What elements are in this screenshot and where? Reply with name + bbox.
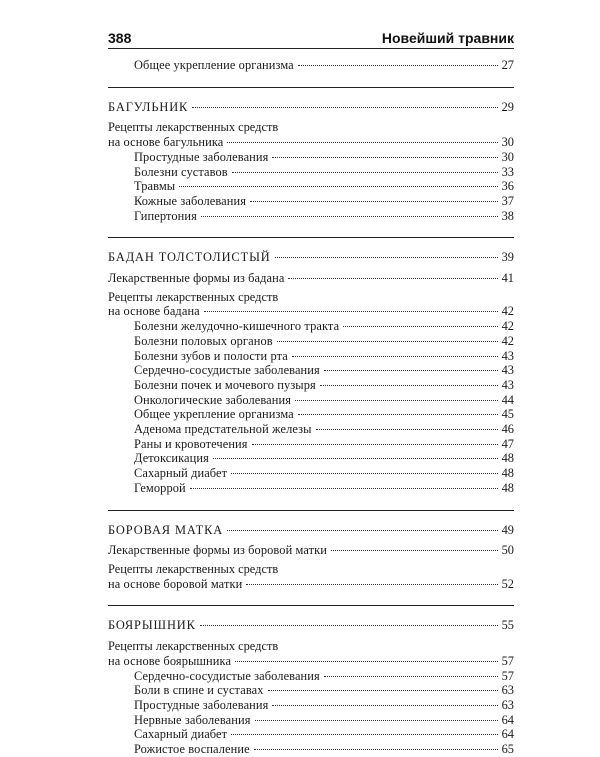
toc-entry-page: 27 bbox=[501, 58, 514, 72]
dot-leader bbox=[204, 311, 498, 312]
toc-section-heading[interactable] bbox=[108, 100, 514, 115]
toc-entry[interactable] bbox=[108, 165, 514, 180]
toc-section-page: 55 bbox=[501, 618, 514, 633]
toc-entry[interactable] bbox=[108, 451, 514, 466]
toc-entry[interactable] bbox=[108, 669, 514, 684]
toc-forms-entry[interactable] bbox=[108, 271, 514, 286]
dot-leader bbox=[231, 734, 497, 735]
toc-entry-title: Простудные заболевания bbox=[134, 697, 269, 712]
toc-entry-page: 37 bbox=[501, 193, 514, 208]
toc-entry-title: Болезни желудочно-кишечного тракта bbox=[134, 319, 340, 334]
toc-group[interactable] bbox=[108, 290, 514, 319]
dot-leader bbox=[288, 278, 497, 279]
toc-group-title-line2: на основе боярышника bbox=[108, 653, 232, 668]
toc-entry-title: Кожные заболевания bbox=[134, 193, 247, 208]
toc-entry[interactable] bbox=[108, 58, 514, 73]
toc-entry-title: Боли в спине и суставах bbox=[134, 683, 264, 698]
toc-entry-page: 43 bbox=[501, 377, 514, 392]
toc-entry[interactable] bbox=[108, 194, 514, 209]
toc-entry[interactable] bbox=[108, 481, 514, 496]
toc-entry[interactable] bbox=[108, 437, 514, 452]
dot-leader bbox=[213, 458, 498, 459]
toc-entry-title: Травмы bbox=[134, 179, 176, 194]
toc-entry-title: Простудные заболевания bbox=[134, 149, 269, 164]
toc-forms-entry[interactable] bbox=[108, 543, 514, 558]
toc-group-title-row bbox=[108, 135, 514, 150]
toc-entry[interactable] bbox=[108, 349, 514, 364]
toc-entry-title: Рожистое воспаление bbox=[134, 742, 250, 757]
toc-section-title: БАГУЛЬНИК bbox=[108, 99, 189, 114]
dot-leader bbox=[324, 676, 498, 677]
dot-leader bbox=[292, 356, 498, 357]
toc-group-title-line1: Рецепты лекарственных средств bbox=[108, 289, 279, 304]
toc-entry-page: 42 bbox=[501, 319, 514, 334]
toc-entry-title: Лекарственные формы из бадана bbox=[108, 271, 285, 286]
section-divider bbox=[108, 605, 514, 606]
toc-entry-page: 43 bbox=[501, 363, 514, 378]
toc-entry[interactable] bbox=[108, 683, 514, 698]
dot-leader bbox=[275, 257, 498, 258]
toc-entry-title: Болезни суставов bbox=[134, 164, 228, 179]
toc-entry-page: 63 bbox=[501, 697, 514, 712]
toc-group-title-row bbox=[108, 654, 514, 669]
toc-entry-page: 45 bbox=[501, 407, 514, 422]
toc-entry[interactable] bbox=[108, 363, 514, 378]
toc-section-page: 39 bbox=[501, 250, 514, 265]
toc-entry-title: Онкологические заболевания bbox=[134, 392, 292, 407]
toc-group-title-line1: Рецепты лекарственных средств bbox=[108, 561, 279, 576]
toc-group-title-row bbox=[108, 304, 514, 319]
toc-entry-page: 65 bbox=[501, 742, 514, 757]
dot-leader bbox=[232, 172, 498, 173]
dot-leader bbox=[227, 142, 497, 143]
toc-group-page: 57 bbox=[501, 653, 514, 668]
dot-leader bbox=[250, 201, 498, 202]
toc-group-title-line1: Рецепты лекарственных средств bbox=[108, 639, 279, 654]
section-divider bbox=[108, 87, 514, 88]
toc-entry-page: 50 bbox=[501, 543, 514, 558]
dot-leader bbox=[190, 488, 498, 489]
toc-entry-title: Раны и кровотечения bbox=[134, 436, 248, 451]
toc-entry-page: 30 bbox=[501, 149, 514, 164]
toc-group-page: 30 bbox=[501, 135, 514, 150]
toc-entry-title: Общее укрепление организма bbox=[134, 58, 294, 72]
toc-section-title: БОРОВАЯ МАТКА bbox=[108, 522, 224, 537]
toc-entry-page: 33 bbox=[501, 164, 514, 179]
toc-entry[interactable] bbox=[108, 407, 514, 422]
toc-group-title-line2: на основе бадана bbox=[108, 304, 200, 319]
dot-leader bbox=[252, 444, 498, 445]
toc-entry[interactable] bbox=[108, 209, 514, 224]
toc-entry-page: 47 bbox=[501, 436, 514, 451]
toc-entry-title: Болезни зубов и полости рта bbox=[134, 348, 288, 363]
dot-leader bbox=[316, 429, 498, 430]
toc-entry[interactable] bbox=[108, 179, 514, 194]
toc-section-page: 29 bbox=[501, 99, 514, 114]
dot-leader bbox=[277, 341, 498, 342]
toc-entry[interactable] bbox=[108, 150, 514, 165]
toc-entry-title: Сахарный диабет bbox=[134, 466, 228, 481]
header-rule bbox=[108, 48, 514, 49]
toc-entry-page: 41 bbox=[501, 271, 514, 286]
toc-section-title: БОЯРЫШНИК bbox=[108, 618, 196, 633]
toc-group-title-row bbox=[108, 577, 514, 592]
toc-entry[interactable] bbox=[108, 466, 514, 481]
toc-entry-title: Болезни почек и мочевого пузыря bbox=[134, 377, 316, 392]
dot-leader bbox=[235, 661, 498, 662]
dot-leader bbox=[295, 400, 498, 401]
toc-entry-title: Детоксикация bbox=[134, 451, 209, 466]
toc-entry-page: 36 bbox=[501, 179, 514, 194]
toc-entry[interactable] bbox=[108, 727, 514, 742]
toc-entry[interactable] bbox=[108, 742, 514, 757]
toc-group-title-line2: на основе боровой матки bbox=[108, 576, 243, 591]
toc-section-page: 49 bbox=[501, 522, 514, 537]
toc-entry-page: 42 bbox=[501, 333, 514, 348]
toc-group[interactable] bbox=[108, 639, 514, 668]
dot-leader bbox=[255, 720, 498, 721]
toc-entry-title: Нервные заболевания bbox=[134, 712, 251, 727]
toc-section-title: БАДАН ТОЛСТОЛИСТЫЙ bbox=[108, 250, 271, 265]
toc-entry-title: Сердечно-сосудистые заболевания bbox=[134, 668, 320, 683]
toc-entry-page: 46 bbox=[501, 422, 514, 437]
section-divider bbox=[108, 510, 514, 511]
dot-leader bbox=[227, 530, 497, 531]
toc-entry-page: 64 bbox=[501, 727, 514, 742]
toc-entry-title: Сердечно-сосудистые заболевания bbox=[134, 363, 320, 378]
toc-section-heading[interactable] bbox=[108, 523, 514, 538]
page-number: 388 bbox=[108, 30, 132, 46]
toc-group[interactable] bbox=[108, 562, 514, 591]
toc-entry-page: 38 bbox=[501, 208, 514, 223]
toc-group-page: 42 bbox=[501, 304, 514, 319]
toc-entry[interactable] bbox=[108, 319, 514, 334]
toc-entry[interactable] bbox=[108, 698, 514, 713]
toc-entry-page: 48 bbox=[501, 480, 514, 495]
dot-leader bbox=[343, 326, 497, 327]
toc-entry-page: 43 bbox=[501, 348, 514, 363]
toc-entry-title: Геморрой bbox=[134, 480, 186, 495]
page-header bbox=[108, 24, 514, 46]
dot-leader bbox=[320, 385, 498, 386]
toc-entry-page: 63 bbox=[501, 683, 514, 698]
table-of-contents bbox=[108, 58, 514, 757]
toc-entry-title: Аденома предстательной железы bbox=[134, 422, 312, 437]
toc-entry-page: 57 bbox=[501, 668, 514, 683]
dot-leader bbox=[246, 584, 497, 585]
book-title: Новейший травник bbox=[381, 30, 514, 46]
toc-entry[interactable] bbox=[108, 422, 514, 437]
toc-entry[interactable] bbox=[108, 713, 514, 728]
dot-leader bbox=[231, 473, 497, 474]
toc-entry-page: 64 bbox=[501, 712, 514, 727]
toc-entry[interactable] bbox=[108, 378, 514, 393]
toc-entry-page: 48 bbox=[501, 466, 514, 481]
dot-leader bbox=[298, 414, 498, 415]
dot-leader bbox=[192, 107, 497, 108]
toc-entry-page: 44 bbox=[501, 392, 514, 407]
toc-group[interactable] bbox=[108, 120, 514, 149]
toc-entry-title: Болезни половых органов bbox=[134, 333, 273, 348]
toc-section-heading[interactable] bbox=[108, 618, 514, 633]
section-divider bbox=[108, 237, 514, 238]
dot-leader bbox=[272, 157, 497, 158]
toc-group-page: 52 bbox=[501, 576, 514, 591]
dot-leader bbox=[268, 690, 498, 691]
toc-entry-title: Сахарный диабет bbox=[134, 727, 228, 742]
dot-leader bbox=[324, 370, 498, 371]
dot-leader bbox=[179, 186, 497, 187]
toc-group-title-line1: Рецепты лекарственных средств bbox=[108, 120, 279, 135]
dot-leader bbox=[331, 550, 498, 551]
toc-section-heading[interactable] bbox=[108, 250, 514, 265]
toc-entry-page: 48 bbox=[501, 451, 514, 466]
toc-entry[interactable] bbox=[108, 393, 514, 408]
toc-entry-title: Общее укрепление организма bbox=[134, 407, 294, 422]
toc-entry-title: Лекарственные формы из боровой матки bbox=[108, 543, 328, 558]
dot-leader bbox=[200, 625, 498, 626]
toc-entry-title: Гипертония bbox=[134, 208, 197, 223]
dot-leader bbox=[201, 216, 498, 217]
dot-leader bbox=[272, 705, 497, 706]
toc-entry[interactable] bbox=[108, 334, 514, 349]
toc-group-title-line2: на основе багульника bbox=[108, 135, 224, 150]
dot-leader bbox=[298, 65, 498, 66]
